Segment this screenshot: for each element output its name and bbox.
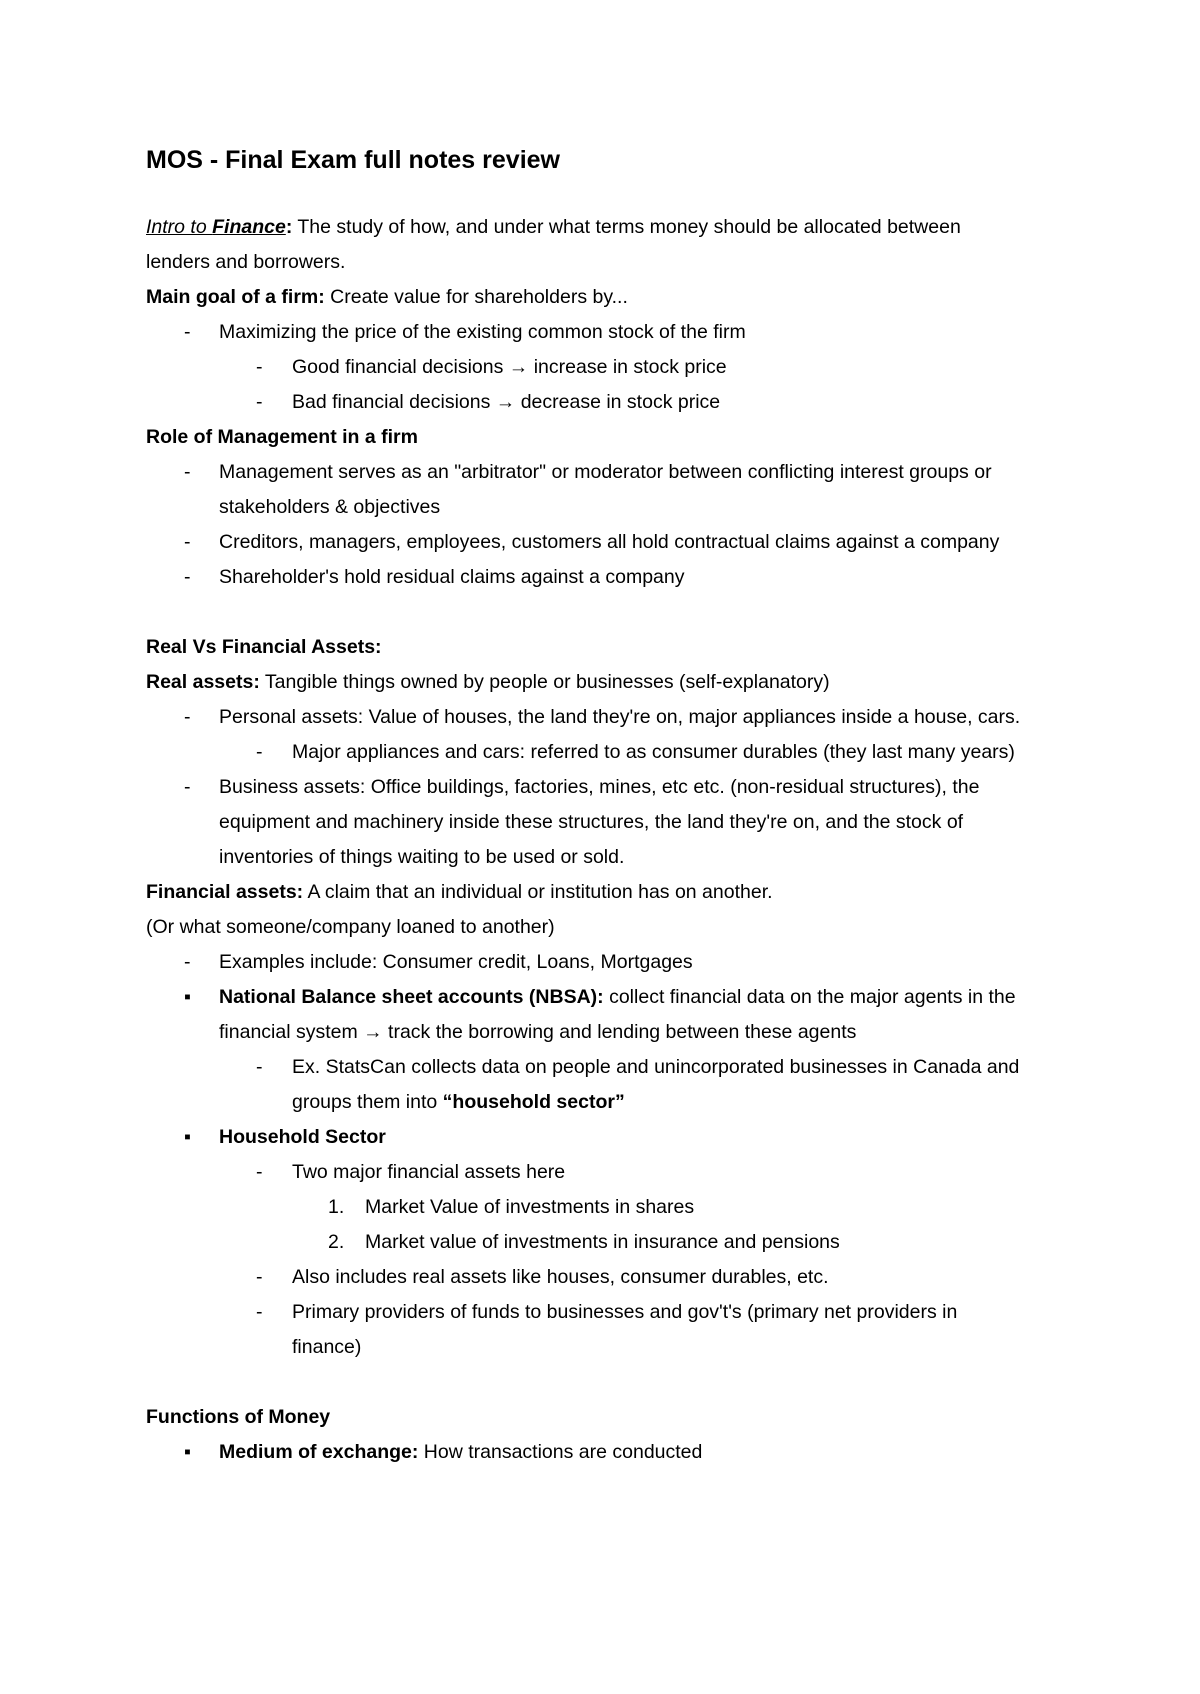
dash-bullet: - [184,461,191,483]
dash-bullet: - [184,706,191,728]
list-item-text: Personal assets: Value of houses, the land they're on, major appliances inside a house, cars. [219,706,1021,728]
list-item-text: financial system → track the borrowing and lending between these agents [219,1021,857,1043]
list-item-text: Examples include: Consumer credit, Loans, Mortgages [219,951,693,973]
list-item-text: inventories of things waiting to be used or sold. [219,846,625,868]
dash-bullet: - [256,1161,263,1183]
list-item-text: stakeholders & objectives [219,496,441,518]
household-sector-term: “household sector” [442,1091,625,1113]
main-goal-text: Create value for shareholders by... [324,286,628,308]
main-goal [146,280,628,315]
nbsa-item [219,980,1016,1015]
nbsa-label: National Balance sheet accounts (NBSA): [219,986,604,1008]
list-subitem-text: Primary providers of funds to businesses and gov't's (primary net providers in [292,1301,958,1323]
real-assets [146,665,830,700]
intro-text-continued: lenders and borrowers. [146,251,346,273]
real-assets-text: Tangible things owned by people or businesses (self-explanatory) [259,671,830,693]
numbered-item-text: Market value of investments in insurance and pensions [365,1231,840,1253]
square-bullet: ▪ [184,986,191,1008]
dash-bullet: - [184,951,191,973]
nbsa-text: collect financial data on the major agents in the [603,986,1016,1008]
main-goal-label: Main goal of a firm: [146,286,325,308]
dash-bullet: - [184,321,191,343]
medium-of-exchange-item [219,1435,702,1470]
dash-bullet: - [184,566,191,588]
list-item-text: Shareholder's hold residual claims against a company [219,566,685,588]
dash-bullet: - [184,531,191,553]
real-assets-label: Real assets: [146,671,260,693]
financial-assets-text: A claim that an individual or institution has on another. [303,881,773,903]
list-subitem-text: groups them into [292,1091,443,1113]
list-item-text: Management serves as an "arbitrator" or moderator between conflicting interest groups or [219,461,992,483]
page-title: MOS - Final Exam full notes review [146,146,560,174]
list-subitem-text: Major appliances and cars: referred to as consumer durables (they last many years) [292,741,1015,763]
list-subitem-text: Also includes real assets like houses, consumer durables, etc. [292,1266,829,1288]
list-subitem-text: Good financial decisions → increase in stock price [292,356,727,378]
list-item-text: Maximizing the price of the existing common stock of the firm [219,321,746,343]
dash-bullet: - [256,1301,263,1323]
list-subitem-text: Two major financial assets here [292,1161,566,1183]
dash-bullet: - [256,1266,263,1288]
list-item-text: Business assets: Office buildings, factories, mines, etc etc. (non-residual structures), the [219,776,980,798]
intro-finance-label: Finance [212,216,286,238]
list-subitem-text: Ex. StatsCan collects data on people and unincorporated businesses in Canada and [292,1056,1020,1078]
financial-assets-note: (Or what someone/company loaned to another) [146,916,555,938]
list-subitem-text: Bad financial decisions → decrease in stock price [292,391,721,413]
household-sector-heading: Household Sector [219,1126,386,1148]
numbered-item-text: Market Value of investments in shares [365,1196,695,1218]
financial-assets [146,875,773,910]
intro-definition [146,210,961,245]
intro-text: The study of how, and under what terms money should be allocated between [292,216,961,238]
number-marker: 1. [328,1196,345,1218]
list-subitem-text: finance) [292,1336,362,1358]
dash-bullet: - [256,1056,263,1078]
list-item-text: equipment and machinery inside these structures, the land they're on, and the stock of [219,811,964,833]
real-vs-financial-heading: Real Vs Financial Assets: [146,636,382,658]
intro-label: Intro to [146,216,213,238]
dash-bullet: - [256,741,263,763]
number-marker: 2. [328,1231,345,1253]
household-sector-reference [292,1085,625,1120]
role-of-management-heading: Role of Management in a firm [146,426,418,448]
dash-bullet: - [184,776,191,798]
functions-of-money-heading: Functions of Money [146,1406,331,1428]
intro-colon: : [285,216,293,238]
list-item-text: Creditors, managers, employees, customers all hold contractual claims against a company [219,531,1000,553]
square-bullet: ▪ [184,1441,191,1463]
square-bullet: ▪ [184,1126,191,1148]
dash-bullet: - [256,391,263,413]
financial-assets-label: Financial assets: [146,881,304,903]
dash-bullet: - [256,356,263,378]
medium-of-exchange-label: Medium of exchange: [219,1441,419,1463]
medium-of-exchange-text: How transactions are conducted [418,1441,703,1463]
